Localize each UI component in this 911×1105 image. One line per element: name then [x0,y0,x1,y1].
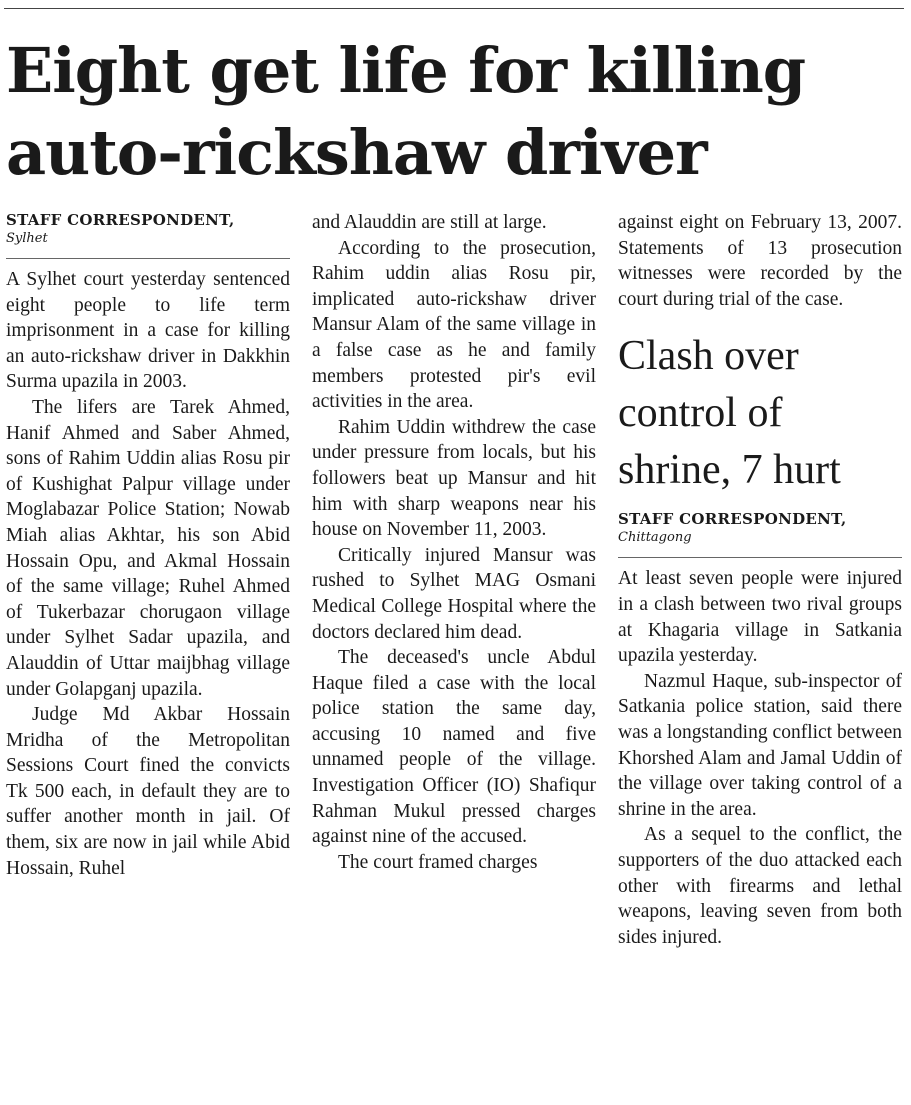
paragraph: Critically injured Mansur was rushed to Sylhet MAG Osmani Medical College Hospital where the doctors declared him dead. [312,544,596,643]
second-story-byline-rule [618,557,902,558]
paragraph: against eight on February 13, 2007. Statements of 13 prosecution witnesses were recorded by the court during trial of the case. [618,212,902,310]
column-3 [618,210,902,950]
paragraph: At least seven people were injured in a clash between two rival groups at Khagaria village in Satkania upazila yesterday. [618,568,902,667]
paragraph: Judge Md Akbar Hossain Mridha of the Metropolitan Sessions Court fined the convicts Tk 500 each, in default they are to suffer another month in jail. Of them, six are now in jail while Abid Hossain, Ruhel [6,704,290,879]
paragraph: According to the prosecution, Rahim uddin alias Rosu pir, implicated auto-rickshaw driver Mansur Alam of the same village in a false case as he and family members protested pir's evil activities in the area. [312,237,596,413]
byline-rule [6,258,290,259]
paragraph: The lifers are Tarek Ahmed, Hanif Ahmed and Saber Ahmed, sons of Rahim Uddin alias Rosu pir of Kushighat Palpur village under Moglabazar Police Station; Nowab Miah alias Akhtar, his son Abid Hossain Opu, and Akmal Hossain of the same village; Ruhel Ahmed of Tukerbazar chorugaon village under Sylhet Sadar upazila, and Alauddin of Uttar maijbhag village under Golapganj upazila. [6,396,290,700]
second-story-dateline-place: Chittagong [618,530,692,546]
paragraph: Nazmul Haque, sub-inspector of Satkania police station, said there was a longstanding conflict between Khorshed Alam and Jamal Uddin of the village over taking control of a shrine in the area. [618,670,902,820]
paragraph: As a sequel to the conflict, the supporters of the duo attacked each other with firearms and lethal weapons, leaving seven from both sides injured. [618,824,902,948]
paragraph: Rahim Uddin withdrew the case under pressure from locals, but his followers beat up Mansur and hit him with sharp weapons near his house on November 11, 2003. [312,416,596,541]
paragraph: A Sylhet court yesterday sentenced eight people to life term imprisonment in a case for killing an auto-rickshaw driver in Dakkhin Surma upazila in 2003. [6,269,290,393]
second-story-byline: STAFF CORRESPONDENT, [618,510,847,529]
top-rule [4,8,904,9]
dateline-place: Sylhet [6,231,48,246]
column-2 [312,210,596,875]
headline: Eight get life for killing auto-rickshaw driver [6,34,806,189]
paragraph: The deceased's uncle Abdul Haque filed a case with the local police station the same day, accusing 10 named and five unnamed people of the village. Investigation Officer (IO) Shafiqur Rahman Mukul pressed charges against nine of the accused. [312,647,596,848]
byline: STAFF CORRESPONDENT, [6,211,235,229]
column-1 [6,210,290,881]
paragraph: and Alauddin are still at large. [312,212,547,233]
paragraph: The court framed charges [338,851,538,873]
second-story-headline: Clash over control of shrine, 7 hurt [618,333,841,494]
